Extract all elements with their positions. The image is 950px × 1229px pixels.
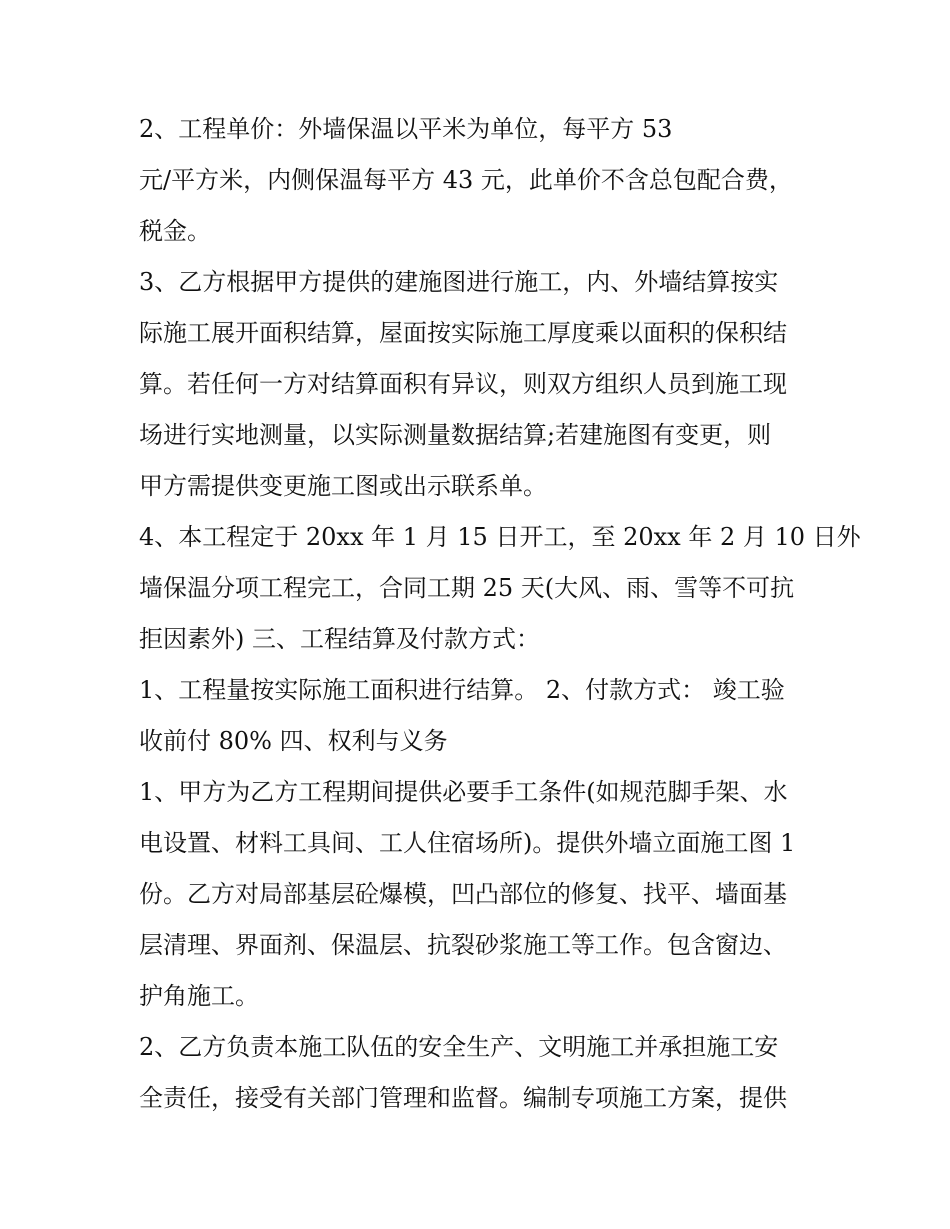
text-line: 1、工程量按实际施工面积进行结算。 2、付款方式： 竣工验: [139, 676, 785, 704]
text-line: 4、本工程定于 20xx 年 1 月 15 日开工，至 20xx 年 2 月 10 日外: [139, 523, 861, 551]
text-line: 电设置、材料工具间、工人住宿场所)。提供外墙立面施工图 1: [139, 829, 796, 857]
text-line: 2、乙方负责本施工队伍的安全生产、文明施工并承担施工安: [139, 1033, 779, 1061]
text-line: 2、工程单价：外墙保温以平米为单位，每平方 53: [139, 115, 673, 143]
text-line: 元/平方米，内侧保温每平方 43 元，此单价不含总包配合费，: [139, 166, 793, 194]
text-line: 全责任，接受有关部门管理和监督。编制专项施工方案，提供: [139, 1084, 787, 1112]
text-line: 收前付 80% 四、权利与义务: [139, 727, 448, 755]
text-line: 护角施工。: [139, 982, 259, 1010]
text-line: 份。乙方对局部基层砼爆模，凹凸部位的修复、找平、墙面基: [139, 880, 787, 908]
text-line: 税金。: [139, 217, 211, 245]
text-line: 1、甲方为乙方工程期间提供必要手工条件(如规范脚手架、水: [139, 778, 788, 806]
text-line: 场进行实地测量，以实际测量数据结算;若建施图有变更，则: [139, 421, 772, 449]
text-line: 际施工展开面积结算，屋面按实际施工厚度乘以面积的保积结: [139, 319, 787, 347]
text-line: 甲方需提供变更施工图或出示联系单。: [139, 472, 547, 500]
text-line: 算。若任何一方对结算面积有异议，则双方组织人员到施工现: [139, 370, 787, 398]
text-line: 层清理、界面剂、保温层、抗裂砂浆施工等工作。包含窗边、: [139, 931, 787, 959]
text-line: 3、乙方根据甲方提供的建施图进行施工，内、外墙结算按实: [139, 268, 779, 296]
text-line: 墙保温分项工程完工，合同工期 25 天(大风、雨、雪等不可抗: [139, 574, 795, 602]
text-line: 拒因素外) 三、工程结算及付款方式：: [139, 625, 540, 653]
